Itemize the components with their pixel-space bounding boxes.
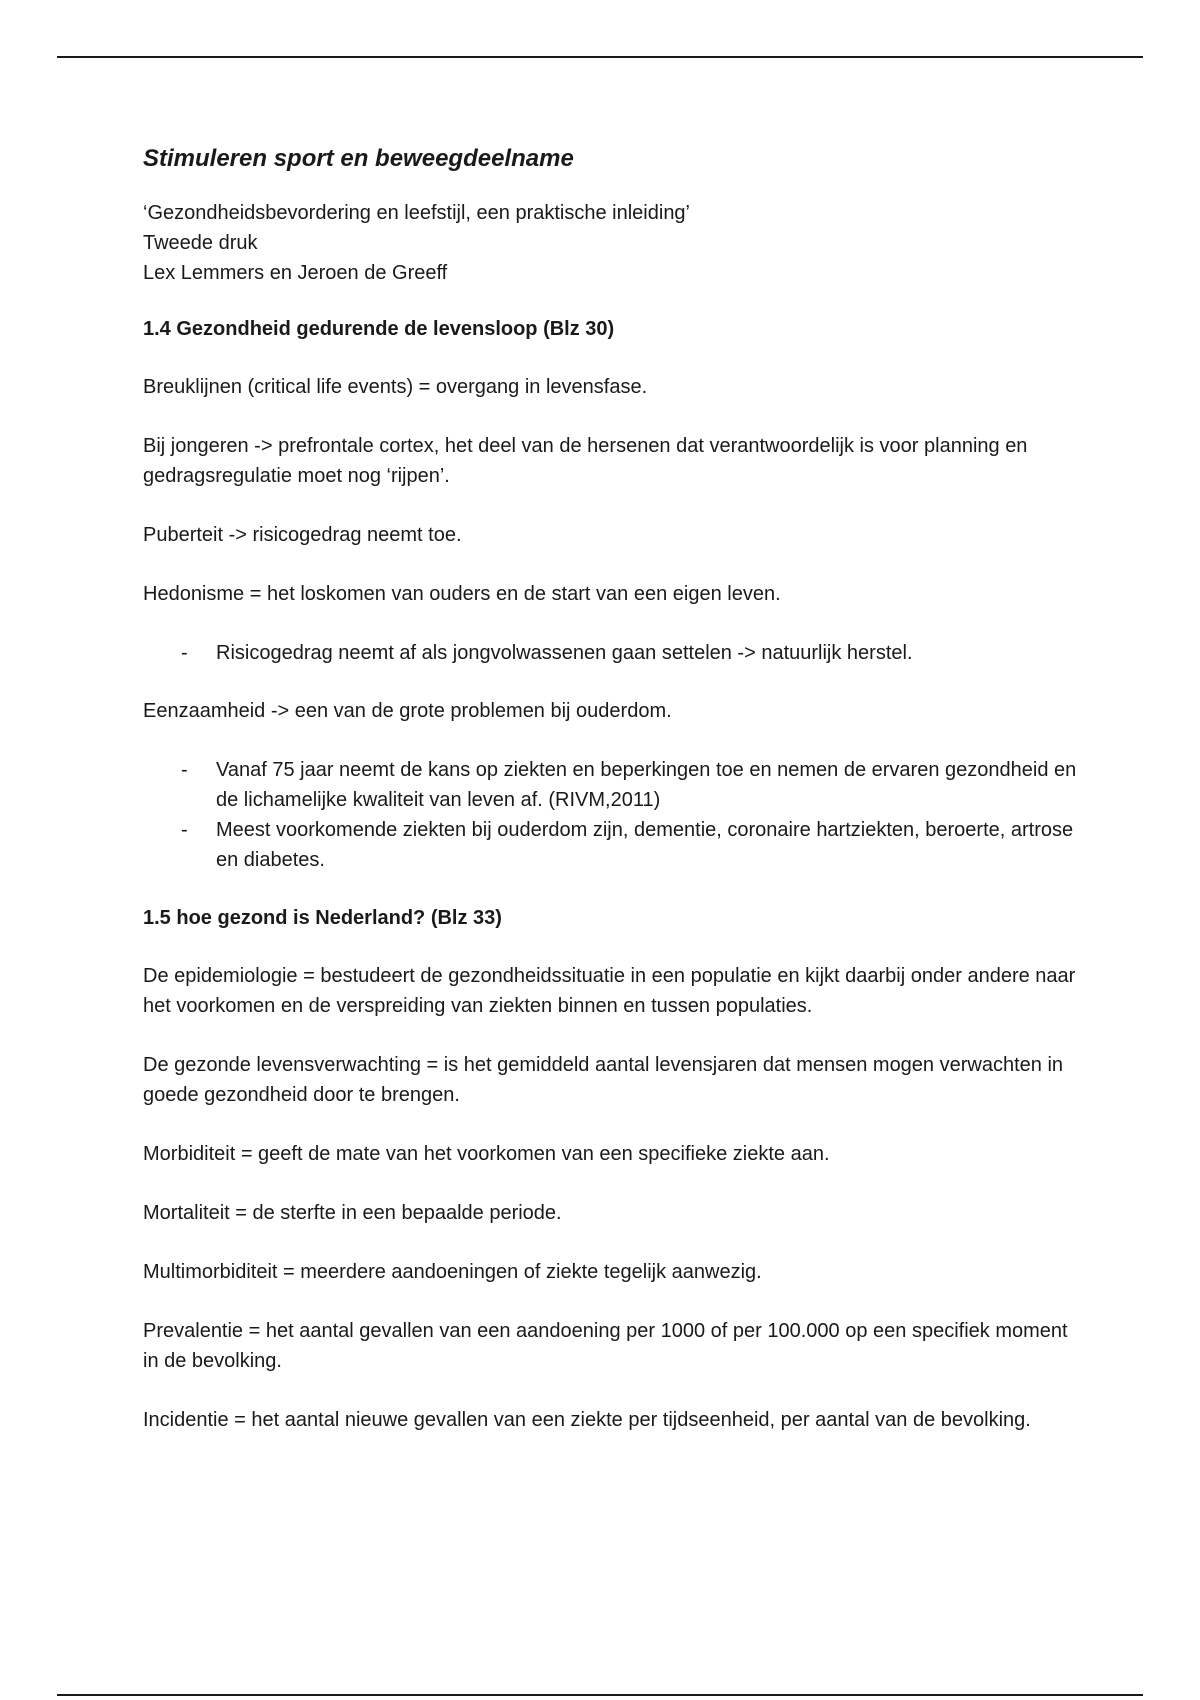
section-heading-1-4: 1.4 Gezondheid gedurende de levensloop (Blz 30) <box>143 318 615 340</box>
paragraph-eenzaamheid: Eenzaamheid -> een van de grote problemen bij ouderdom. <box>143 700 672 722</box>
bullet-list-ouderdom <box>143 755 1083 875</box>
paragraph-multimorbiditeit: Multimorbiditeit = meerdere aandoeningen of ziekte tegelijk aanwezig. <box>143 1261 762 1283</box>
section-heading-1-5: 1.5 hoe gezond is Nederland? (Blz 33) <box>143 907 502 929</box>
paragraph-hedonisme: Hedonisme = het loskomen van ouders en de start van een eigen leven. <box>143 583 781 605</box>
list-dash: - <box>181 759 188 781</box>
book-authors: Lex Lemmers en Jeroen de Greeff <box>143 262 448 284</box>
paragraph-breuklijnen: Breuklijnen (critical life events) = overgang in levensfase. <box>143 376 648 398</box>
footer-rule <box>57 1694 1143 1696</box>
paragraph-mortaliteit: Mortaliteit = de sterfte in een bepaalde periode. <box>143 1202 562 1224</box>
book-reference <box>143 198 1083 288</box>
paragraph-prevalentie: Prevalentie = het aantal gevallen van een aandoening per 1000 of per 100.000 op een specifiek moment in de bevolking. <box>143 1320 1068 1372</box>
document-title: Stimuleren sport en beweegdeelname <box>143 145 574 172</box>
list-item: - Meest voorkomende ziekten bij ouderdom zijn, dementie, coronaire hartziekten, beroerte, artrose en diabetes. <box>143 815 1083 875</box>
book-title: ‘Gezondheidsbevordering en leefstijl, een praktische inleiding’ <box>143 202 691 224</box>
list-dash: - <box>181 642 188 664</box>
list-item: - Vanaf 75 jaar neemt de kans op ziekten en beperkingen toe en nemen de ervaren gezondheid en de lichamelijke kwaliteit van leven af. (RIVM,2011) <box>143 755 1083 815</box>
paragraph-epidemiologie: De epidemiologie = bestudeert de gezondheidssituatie in een populatie en kijkt daarbij onder andere naar het voorkomen en de verspreiding van ziekten binnen en tussen populaties. <box>143 965 1076 1017</box>
page-content <box>143 142 1083 1464</box>
paragraph-incidentie: Incidentie = het aantal nieuwe gevallen van een ziekte per tijdseenheid, per aantal van de bevolking. <box>143 1409 1031 1431</box>
bullet-list-hedonisme <box>143 638 1083 668</box>
list-item: - Risicogedrag neemt af als jongvolwassenen gaan settelen -> natuurlijk herstel. <box>143 638 1083 668</box>
paragraph-puberteit: Puberteit -> risicogedrag neemt toe. <box>143 524 462 546</box>
paragraph-levensverwachting: De gezonde levensverwachting = is het gemiddeld aantal levensjaren dat mensen mogen verwachten in goede gezondheid door te brengen. <box>143 1054 1064 1106</box>
list-dash: - <box>181 819 188 841</box>
header-rule <box>57 56 1143 58</box>
paragraph-jongeren: Bij jongeren -> prefrontale cortex, het deel van de hersenen dat verantwoordelijk is voor planning en gedragsregulatie moet nog ‘rijpen’. <box>143 435 1028 487</box>
book-edition: Tweede druk <box>143 232 258 254</box>
paragraph-morbiditeit: Morbiditeit = geeft de mate van het voorkomen van een specifieke ziekte aan. <box>143 1143 830 1165</box>
